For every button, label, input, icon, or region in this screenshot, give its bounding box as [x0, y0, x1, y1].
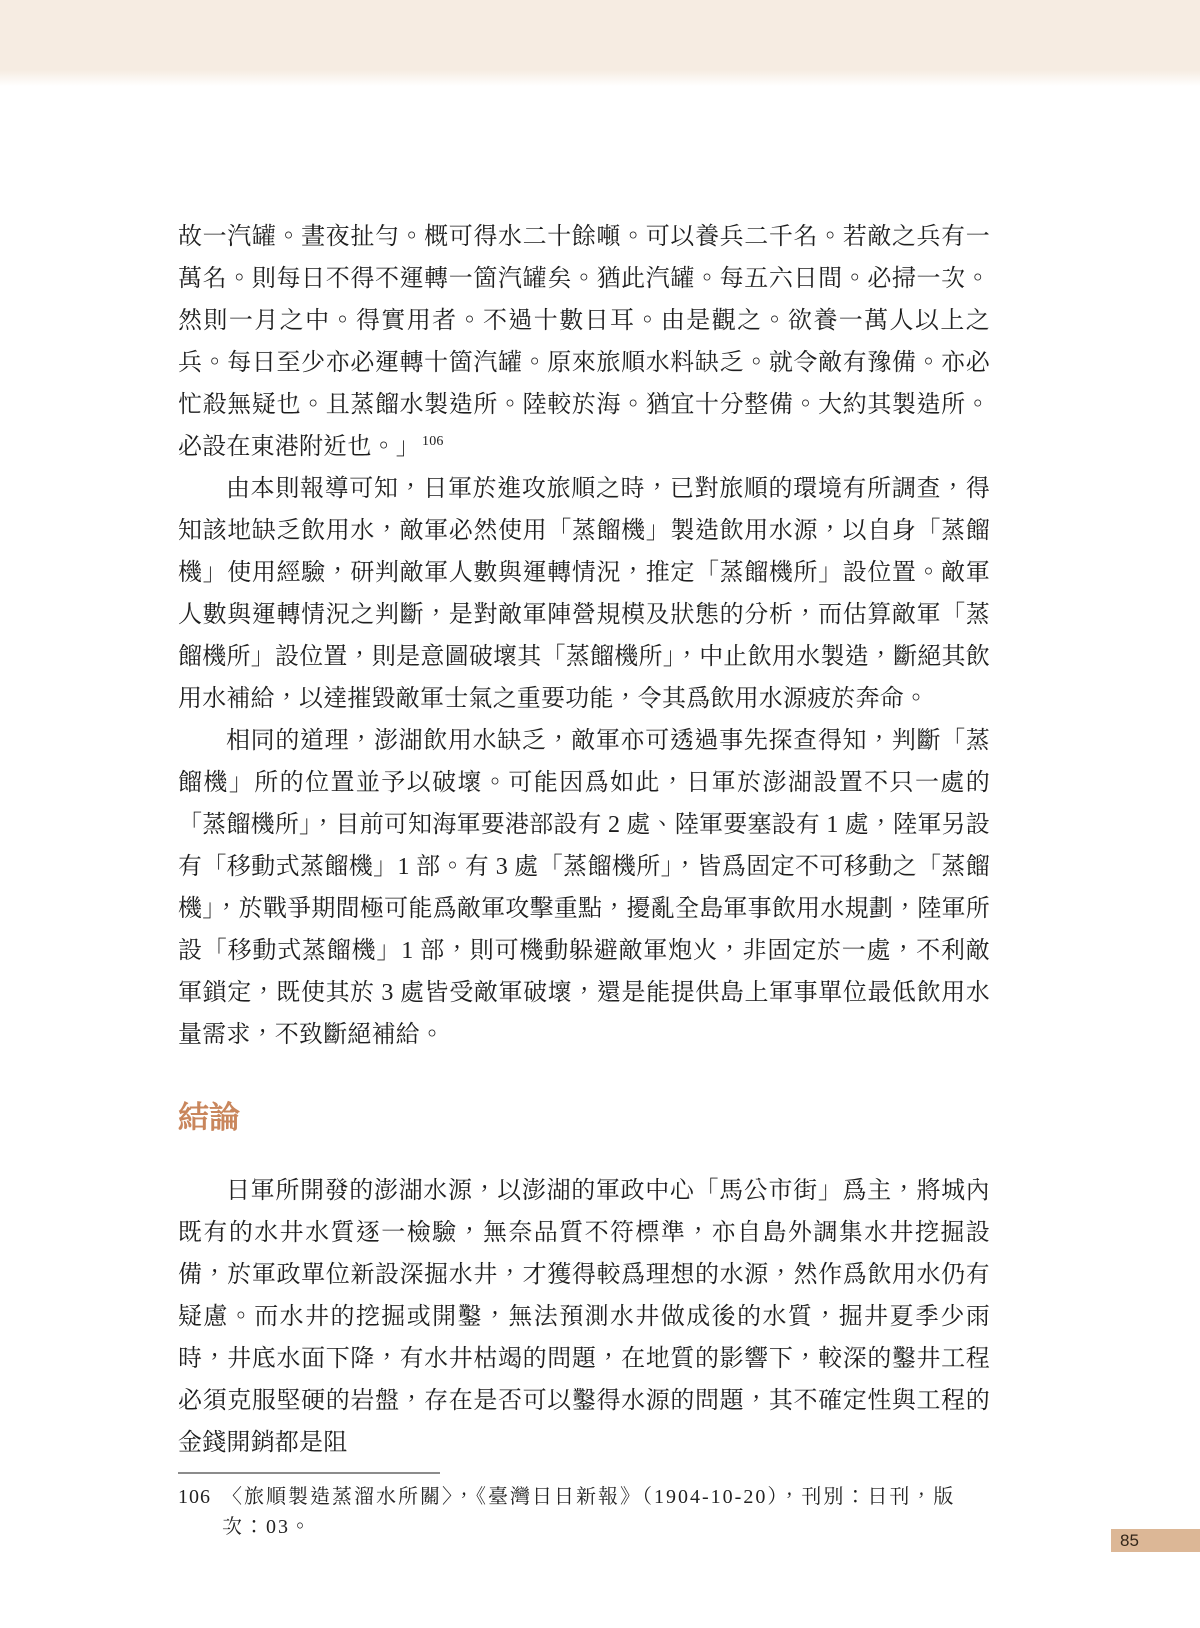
footnote-separator-rule	[178, 1472, 440, 1474]
analysis-paragraph-1: 由本則報導可知，日軍於進攻旅順之時，已對旅順的環境有所調查，得知該地缺乏飲用水，敵軍必然使用「蒸餾機」製造飲用水源，以自身「蒸餾機」使用經驗，研判敵軍人數與運轉情況，推定「蒸餾機所」設位置。敵軍人數與運轉情況之判斷，是對敵軍陣營規模及狀態的分析，而估算敵軍「蒸餾機所」設位置，則是意圖破壞其「蒸餾機所」，中止飲用水製造，斷絕其飲用水補給，以達摧毀敵軍士氣之重要功能，令其爲飲用水源疲於奔命。	[178, 476, 990, 712]
footnote-reference: 106	[422, 434, 444, 449]
footnote-text: 〈旅順製造蒸溜水所關〉，《臺灣日日新報》（1904-10-20），刊別：日刊，版次：03。	[222, 1486, 956, 1538]
footnote	[178, 1482, 990, 1542]
page-content	[178, 216, 990, 1542]
analysis-paragraph-2: 相同的道理，澎湖飲用水缺乏，敵軍亦可透過事先探查得知，判斷「蒸餾機」所的位置並予以破壞。可能因爲如此，日軍於澎湖設置不只一處的「蒸餾機所」，目前可知海軍要港部設有 2 處、陸軍要塞設有 1 處，陸軍另設有「移動式蒸餾機」1 部。有 3 處「蒸餾機所」，皆爲固定不可移動之「蒸餾機」，於戰爭期間極可能爲敵軍攻擊重點，擾亂全島軍事飲用水規劃，陸軍所設「移動式蒸餾機」1 部，則可機動躲避敵軍炮火，非固定於一處，不利敵軍鎖定，既使其於 3 處皆受敵軍破壞，還是能提供島上軍事單位最低飲用水量需求，不致斷絕補給。	[178, 728, 990, 1048]
conclusion-paragraph: 日軍所開發的澎湖水源，以澎湖的軍政中心「馬公市街」爲主，將城內既有的水井水質逐一檢驗，無奈品質不符標準，亦自島外調集水井挖掘設備，於軍政單位新設深掘水井，才獲得較爲理想的水源，然作爲飲用水仍有疑慮。而水井的挖掘或開鑿，無法預測水井做成後的水質，掘井夏季少雨時，井底水面下降，有水井枯竭的問題，在地質的影響下，較深的鑿井工程必須克服堅硬的岩盤，存在是否可以鑿得水源的問題，其不確定性與工程的金錢開銷都是阻	[178, 1178, 990, 1456]
footnote-number: 106	[178, 1486, 211, 1508]
quote-text: 故一汽罐。晝夜扯勻。概可得水二十餘噸。可以養兵二千名。若敵之兵有一萬名。則每日不得不運轉一箇汽罐矣。猶此汽罐。每五六日間。必掃一次。然則一月之中。得實用者。不過十數日耳。由是觀之。欲養一萬人以上之兵。每日至少亦必運轉十箇汽罐。原來旅順水料缺乏。就令敵有豫備。亦必忙殺無疑也。且蒸餾水製造所。陸較於海。猶宜十分整備。大約其製造所。必設在東港附近也。」	[178, 224, 990, 460]
quoted-newspaper-passage	[178, 216, 990, 468]
page-number: 85	[1120, 1531, 1139, 1550]
section-heading-conclusion: 結論	[178, 1100, 240, 1135]
page-header-band	[0, 0, 1200, 86]
page-number-band	[1111, 1529, 1200, 1552]
